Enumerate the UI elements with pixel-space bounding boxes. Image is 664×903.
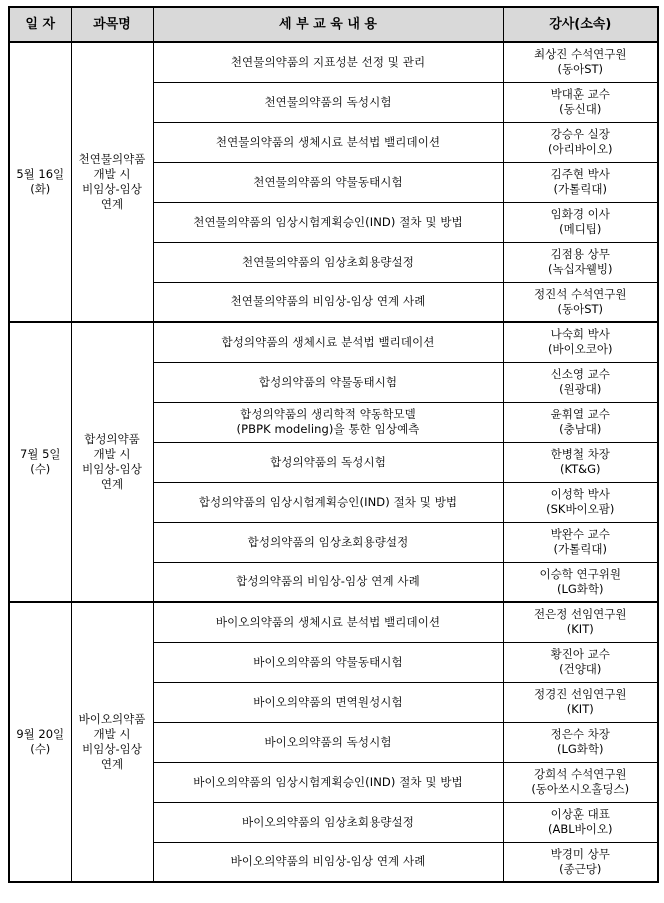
topic-cell: 바이오의약품의 생체시료 분석법 밸리데이션	[153, 602, 503, 642]
table-row	[9, 322, 658, 362]
table-body	[9, 42, 658, 882]
instructor-cell: 전은정 선임연구원 (KIT)	[503, 602, 658, 642]
header-date: 일 자	[9, 7, 71, 42]
session-date: 7월 5일 (수)	[9, 322, 71, 602]
instructor-cell: 이승학 연구위원 (LG화학)	[503, 562, 658, 602]
instructor-cell: 강승우 실장 (아리바이오)	[503, 122, 658, 162]
instructor-cell: 강희석 수석연구원 (동아쏘시오홀딩스)	[503, 762, 658, 802]
topic-cell: 천연물의약품의 비임상-임상 연계 사례	[153, 282, 503, 322]
topic-cell: 천연물의약품의 독성시험	[153, 82, 503, 122]
topic-cell: 천연물의약품의 지표성분 선정 및 관리	[153, 42, 503, 82]
topic-cell: 합성의약품의 비임상-임상 연계 사례	[153, 562, 503, 602]
instructor-cell: 정은수 차장 (LG화학)	[503, 722, 658, 762]
session-date: 5월 16일 (화)	[9, 42, 71, 322]
instructor-cell: 박완수 교수 (가톨릭대)	[503, 522, 658, 562]
table-row	[9, 42, 658, 82]
topic-cell: 합성의약품의 독성시험	[153, 442, 503, 482]
instructor-cell: 황진아 교수 (건양대)	[503, 642, 658, 682]
topic-cell: 바이오의약품의 면역원성시험	[153, 682, 503, 722]
topic-cell: 합성의약품의 약물동태시험	[153, 362, 503, 402]
instructor-cell: 김주현 박사 (가톨릭대)	[503, 162, 658, 202]
instructor-cell: 박경미 상무 (종근당)	[503, 842, 658, 882]
header-subject: 과목명	[71, 7, 153, 42]
instructor-cell: 정진석 수석연구원 (동아ST)	[503, 282, 658, 322]
topic-cell: 바이오의약품의 약물동태시험	[153, 642, 503, 682]
training-schedule-table	[8, 6, 659, 883]
instructor-cell: 윤휘열 교수 (충남대)	[503, 402, 658, 442]
topic-cell: 합성의약품의 임상초회용량설정	[153, 522, 503, 562]
topic-cell: 바이오의약품의 독성시험	[153, 722, 503, 762]
instructor-cell: 한병철 차장 (KT&G)	[503, 442, 658, 482]
instructor-cell: 나숙희 박사 (바이오코아)	[503, 322, 658, 362]
header-row	[9, 7, 658, 42]
instructor-cell: 이성학 박사 (SK바이오팜)	[503, 482, 658, 522]
topic-cell: 합성의약품의 임상시험계획승인(IND) 절차 및 방법	[153, 482, 503, 522]
instructor-cell: 김점용 상무 (녹십자웰빙)	[503, 242, 658, 282]
topic-cell: 합성의약품의 생리학적 약동학모델 (PBPK modeling)을 통한 임상예측	[153, 402, 503, 442]
subject-name: 바이오의약품 개발 시 비임상-임상 연계	[71, 602, 153, 882]
topic-cell: 천연물의약품의 임상초회용량설정	[153, 242, 503, 282]
topic-cell: 바이오의약품의 임상초회용량설정	[153, 802, 503, 842]
instructor-cell: 신소영 교수 (원광대)	[503, 362, 658, 402]
table-header	[9, 7, 658, 42]
topic-cell: 바이오의약품의 임상시험계획승인(IND) 절차 및 방법	[153, 762, 503, 802]
instructor-cell: 정경진 선임연구원 (KIT)	[503, 682, 658, 722]
table-row	[9, 602, 658, 642]
header-detail: 세 부 교 육 내 용	[153, 7, 503, 42]
instructor-cell: 최상진 수석연구원 (동아ST)	[503, 42, 658, 82]
topic-cell: 천연물의약품의 생체시료 분석법 밸리데이션	[153, 122, 503, 162]
topic-cell: 천연물의약품의 임상시험계획승인(IND) 절차 및 방법	[153, 202, 503, 242]
session-date: 9월 20일 (수)	[9, 602, 71, 882]
subject-name: 합성의약품 개발 시 비임상-임상 연계	[71, 322, 153, 602]
topic-cell: 바이오의약품의 비임상-임상 연계 사례	[153, 842, 503, 882]
header-instructor: 강사(소속)	[503, 7, 658, 42]
topic-cell: 천연물의약품의 약물동태시험	[153, 162, 503, 202]
instructor-cell: 임화경 이사 (메디팁)	[503, 202, 658, 242]
topic-cell: 합성의약품의 생체시료 분석법 밸리데이션	[153, 322, 503, 362]
instructor-cell: 박대훈 교수 (동신대)	[503, 82, 658, 122]
instructor-cell: 이상훈 대표 (ABL바이오)	[503, 802, 658, 842]
subject-name: 천연물의약품 개발 시 비임상-임상 연계	[71, 42, 153, 322]
